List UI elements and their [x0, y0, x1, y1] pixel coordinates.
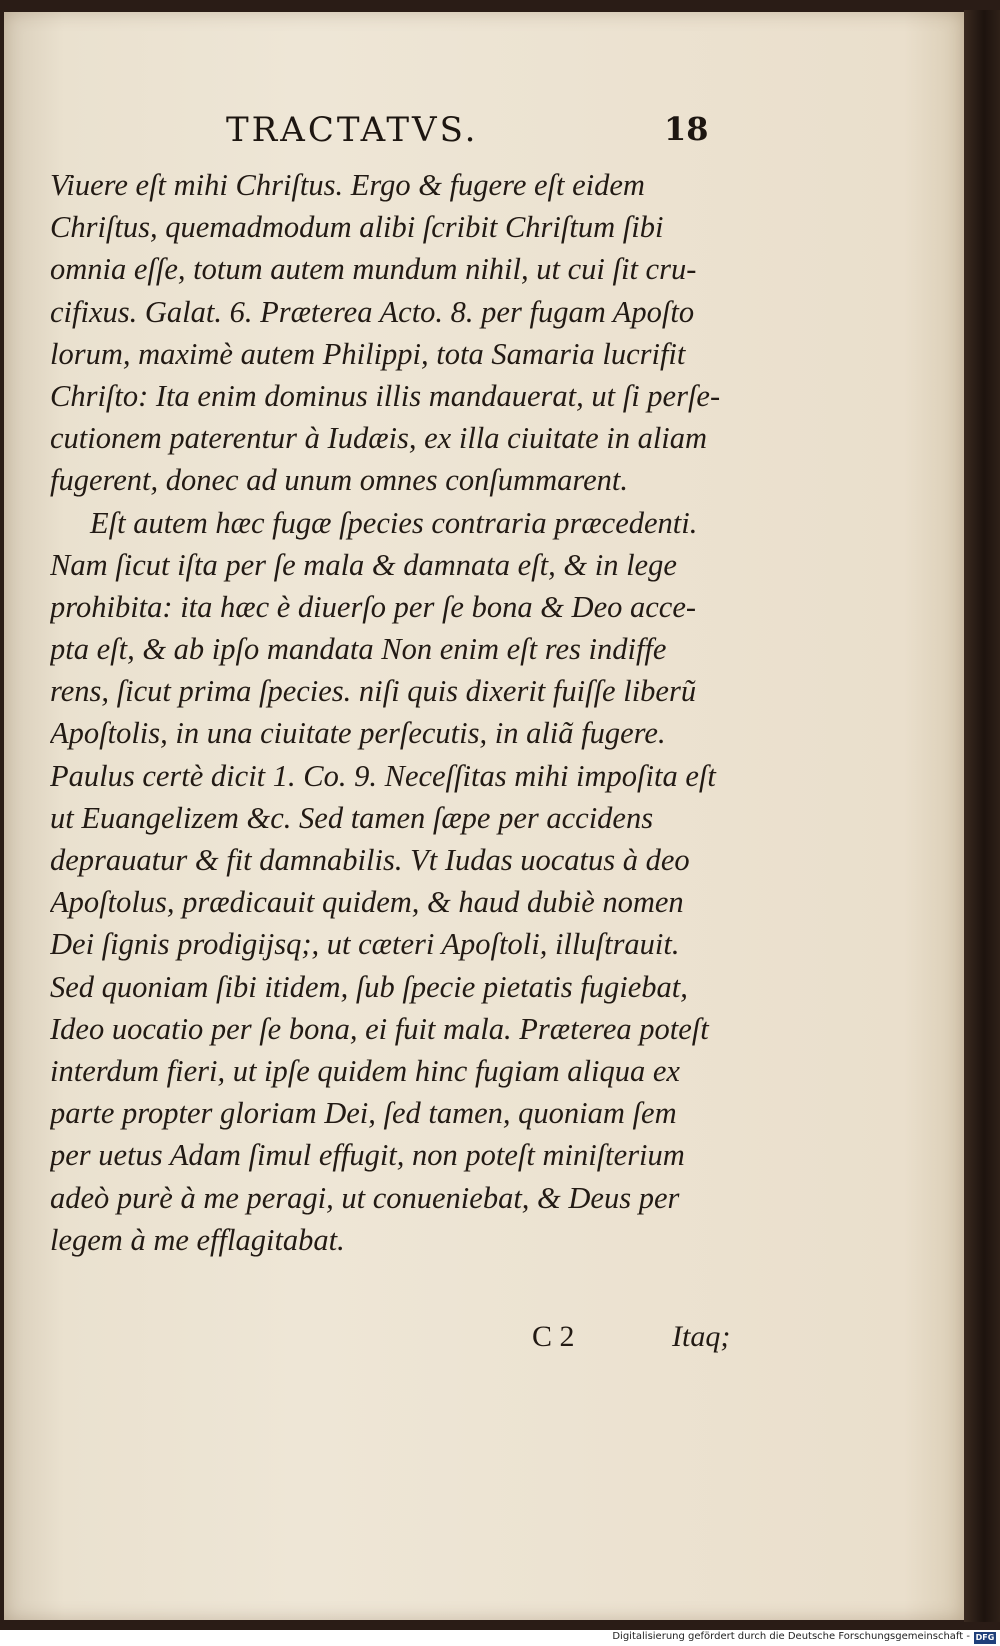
- text-line: Chriſtus, quemadmodum alibi ſcribit Chriſtum ſibi: [50, 210, 664, 245]
- text-line: Sed quoniam ſibi itidem, ſub ſpecie pietatis fugiebat,: [50, 969, 688, 1004]
- text-line: Paulus certè dicit 1. Co. 9. Neceſſitas mihi impoſita eſt: [50, 758, 716, 793]
- running-head: [4, 110, 964, 160]
- text-line: cifixus. Galat. 6. Præterea Acto. 8. per fugam Apoſto: [50, 294, 695, 329]
- text-line: Dei ſignis prodigijsq;, ut cæteri Apoſtoli, illuſtrauit.: [50, 927, 680, 962]
- book-edge: [964, 10, 1000, 1622]
- text-line: fugerent, donec ad unum omnes conſummarent.: [50, 463, 628, 498]
- text-line-paragraph-start: Eſt autem hæc fugæ ſpecies contraria præcedenti.: [90, 505, 698, 540]
- book-page: [4, 12, 964, 1620]
- text-line: prohibita: ita hæc è diuerſo per ſe bona & Deo acce-: [50, 589, 697, 624]
- text-line: Nam ſicut iſta per ſe mala & damnata eſt, & in lege: [50, 547, 677, 582]
- text-line: rens, ſicut prima ſpecies. niſi quis dixerit fuiſſe liberũ: [50, 674, 697, 709]
- text-line: adeò purè à me peragi, ut conueniebat, & Deus per: [50, 1180, 680, 1215]
- page-number: 18: [664, 110, 709, 148]
- text-line: Apoſtolis, in una ciuitate perſecutis, in aliã fugere.: [50, 716, 666, 751]
- funding-credit: Digitalisierung gefördert durch die Deutsche Forschungsgemeinschaft -: [612, 1631, 970, 1642]
- text-line: Chriſto: Ita enim dominus illis mandauerat, ut ſi perſe-: [50, 378, 721, 413]
- text-line: legem à me efflagitabat.: [50, 1222, 345, 1257]
- text-line: deprauatur & fit damnabilis. Vt Iudas uocatus à deo: [50, 843, 690, 877]
- signature-mark: C 2: [532, 1320, 575, 1353]
- text-line: parte propter gloriam Dei, ſed tamen, quoniam ſem: [50, 1096, 677, 1131]
- text-line: Viuere eſt mihi Chriſtus. Ergo & fugere eſt eidem: [50, 168, 645, 202]
- text-line: omnia eſſe, totum autem mundum nihil, ut cui ſit cru-: [50, 252, 697, 287]
- text-line: Ideo uocatio per ſe bona, ei fuit mala. Præterea poteſt: [50, 1011, 709, 1046]
- text-line: lorum, maximè autem Philippi, tota Samaria lucrifit: [50, 336, 686, 371]
- text-line: interdum fieri, ut ipſe quidem hinc fugiam aliqua ex: [50, 1053, 680, 1088]
- text-line: pta eſt, & ab ipſo mandata Non enim eſt res indiffe: [50, 632, 667, 667]
- text-line: Apoſtolus, prædicauit quidem, & haud dubiè nomen: [50, 885, 684, 920]
- text-line: cutionem paterentur à Iudæis, ex illa ciuitate in aliam: [50, 421, 708, 456]
- text-line: ut Euangelizem &c. Sed tamen ſæpe per accidens: [50, 800, 654, 835]
- credit-bar: [0, 1630, 1000, 1646]
- body-text: [50, 164, 762, 1261]
- dfg-logo: DFG: [975, 1633, 995, 1642]
- text-line: per uetus Adam ſimul effugit, non poteſt miniſterium: [50, 1138, 685, 1173]
- catchword: Itaq;: [672, 1320, 731, 1353]
- running-title: TRACTATVS.: [226, 110, 479, 150]
